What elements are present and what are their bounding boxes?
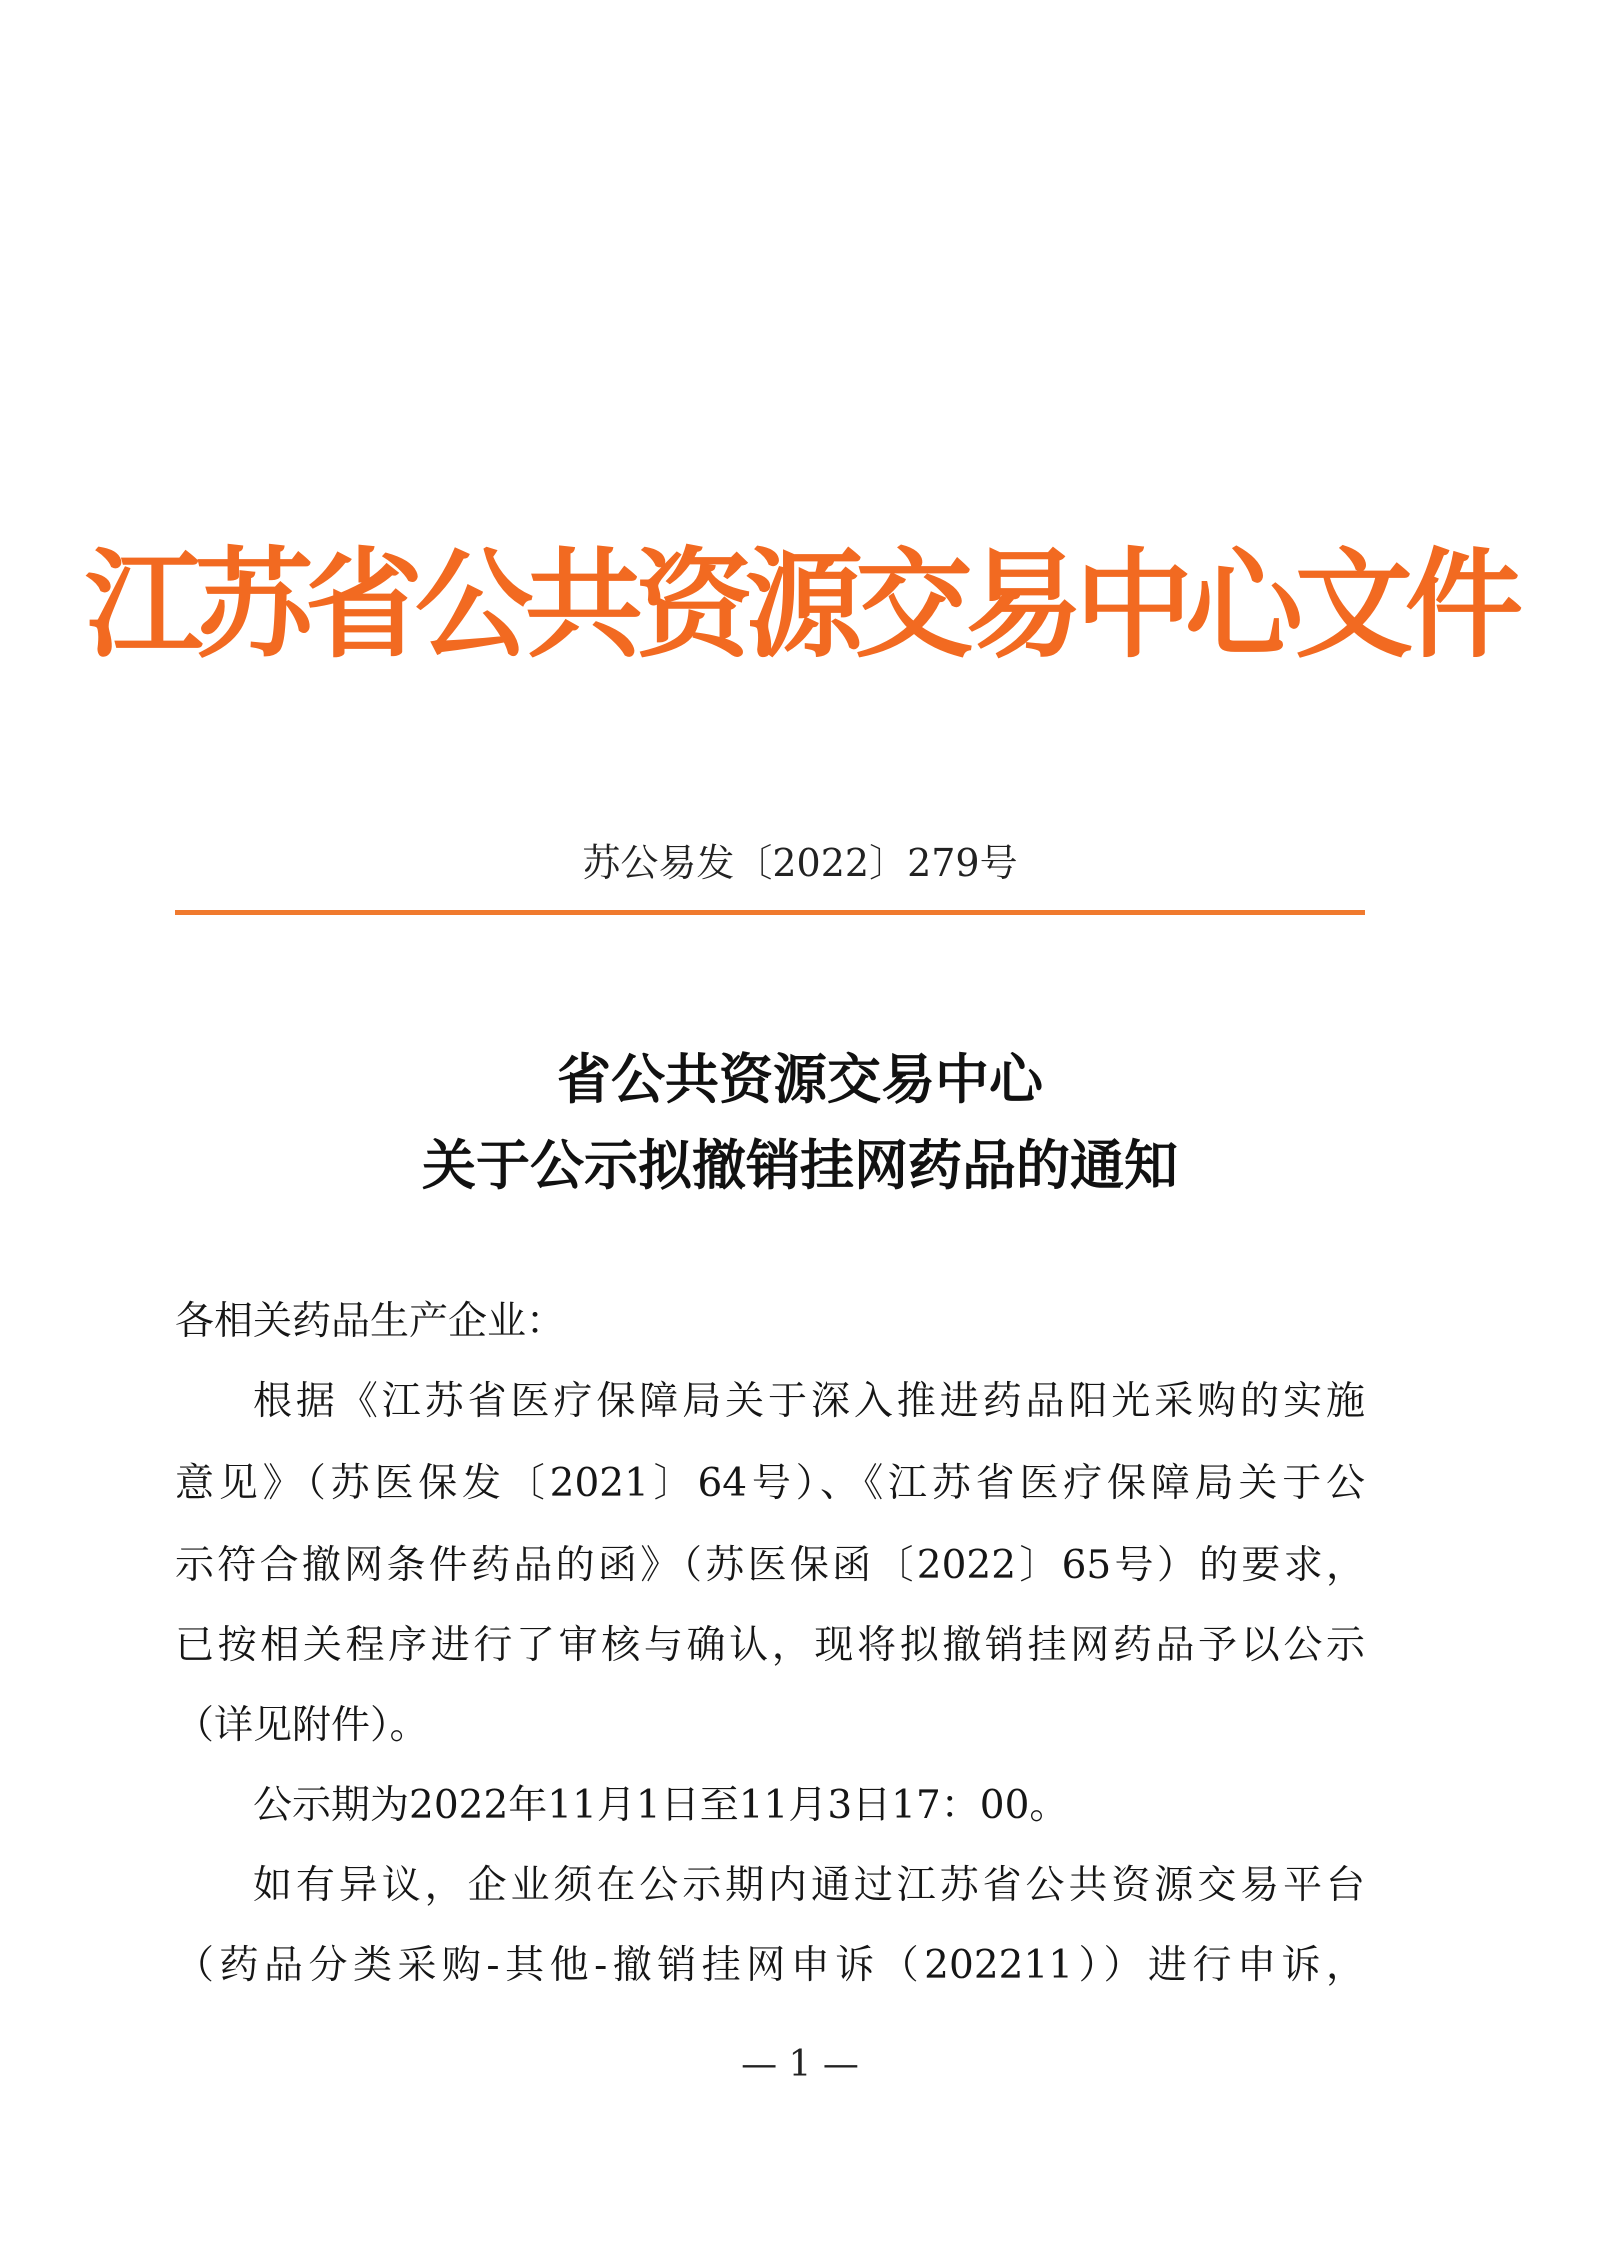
paragraph-1-line: 已按相关程序进行了审核与确认，现将拟撤销挂网药品予以公示 — [175, 1623, 1365, 1668]
notice-title-line-1: 省公共资源交易中心 — [557, 1047, 1043, 1111]
paragraph-3-line: （药品分类采购-其他-撤销挂网申诉（202211））进行申诉， — [175, 1943, 1365, 1988]
paragraph-1-line: 根据《江苏省医疗保障局关于深入推进药品阳光采购的实施 — [253, 1379, 1365, 1424]
paragraph-3-line: 如有异议，企业须在公示期内通过江苏省公共资源交易平台 — [253, 1863, 1365, 1908]
page-number: — 1 — — [741, 2044, 859, 2085]
red-divider-line — [175, 910, 1365, 915]
paragraph-2: 公示期为2022年11月1日至11月3日17：00。 — [253, 1783, 1069, 1828]
document-number: 苏公易发〔2022〕279号 — [582, 841, 1018, 885]
paragraph-1-line: 示符合撤网条件药品的函》（苏医保函〔2022〕65号）的要求， — [175, 1543, 1365, 1588]
paragraph-1-line: 意见》（苏医保发〔2021〕64号）、《江苏省医疗保障局关于公 — [175, 1461, 1365, 1506]
document-masthead: 江苏省公共资源交易中心文件 — [84, 536, 1515, 674]
salutation: 各相关药品生产企业： — [175, 1299, 566, 1344]
notice-title-line-2: 关于公示拟撤销挂网药品的通知 — [422, 1133, 1178, 1197]
paragraph-1-line: （详见附件）。 — [175, 1703, 429, 1748]
